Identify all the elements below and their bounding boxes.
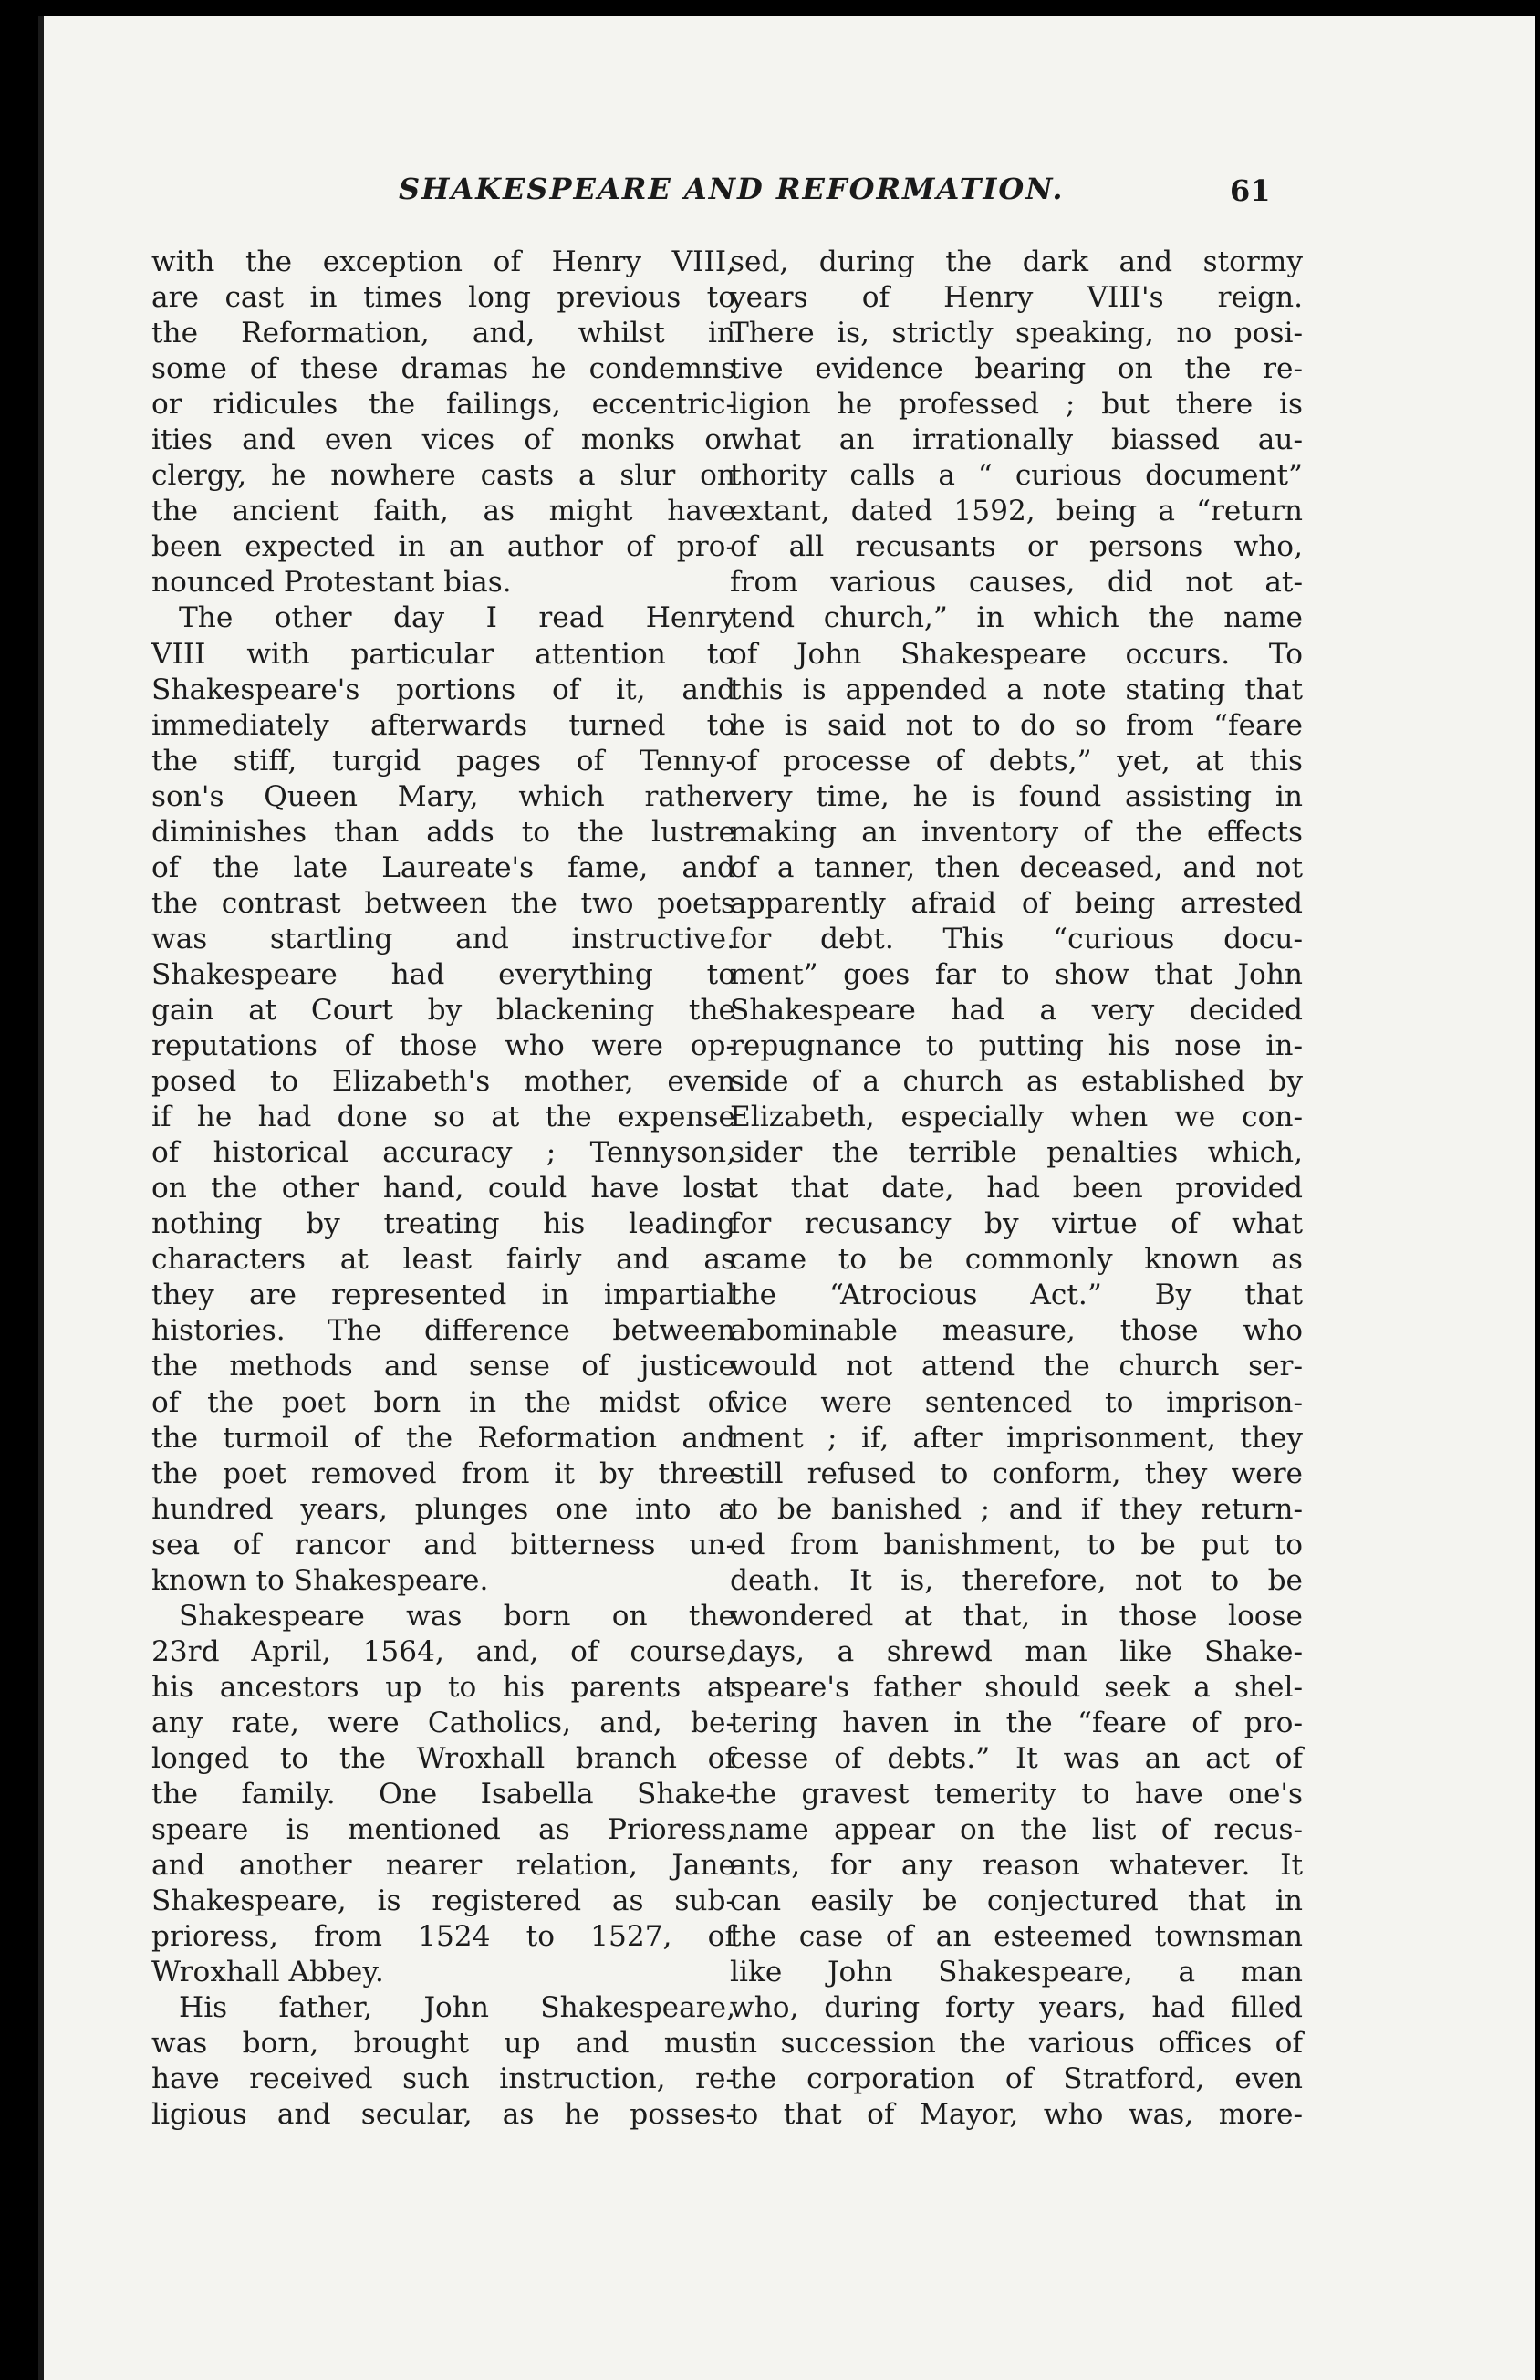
text-line: abominable measure, those who — [730, 1314, 1303, 1348]
text-line: came to be commonly known as — [730, 1243, 1303, 1277]
text-line: would not attend the church ser- — [730, 1350, 1303, 1383]
text-line: ants, for any reason whatever. It — [730, 1849, 1303, 1883]
text-line: tering haven in the “feare of pro- — [730, 1706, 1303, 1739]
text-line: for debt. This “curious docu- — [730, 922, 1303, 955]
text-line: for recusancy by virtue of what — [730, 1207, 1303, 1241]
text-line: ligion he professed ; but there is — [730, 388, 1303, 422]
text-line: posed to Elizabeth's mother, even — [151, 1065, 735, 1099]
text-line: he is said not to do so from “feare — [730, 708, 1303, 742]
text-line: Shakespeare was born on the — [179, 1599, 735, 1633]
text-line: the “Atrocious Act.” By that — [730, 1279, 1303, 1312]
text-line: or ridicules the failings, eccentric- — [151, 388, 735, 422]
text-line: diminishes than adds to the lustre — [151, 815, 735, 849]
text-line: ment” goes far to show that John — [730, 957, 1303, 991]
text-line: There is, strictly speaking, no posi- — [730, 317, 1303, 350]
text-line: nounced Protestant bias. — [151, 566, 512, 600]
text-line: tend church,” in which the name — [730, 601, 1303, 635]
text-line: this is appended a note stating that — [730, 673, 1303, 706]
text-line: characters at least fairly and as — [151, 1243, 735, 1277]
text-line: Shakespeare had a very decided — [730, 993, 1303, 1027]
text-line: thority calls a “ curious document” — [730, 459, 1303, 493]
text-line: histories. The difference between — [151, 1314, 735, 1348]
text-line: of processe of debts,” yet, at this — [730, 744, 1303, 778]
text-line: can easily be conjectured that in — [730, 1884, 1303, 1918]
text-line: the turmoil of the Reformation and — [151, 1421, 735, 1455]
text-line: 23rd April, 1564, and, of course, — [151, 1634, 735, 1668]
text-line: gain at Court by blackening the — [151, 993, 735, 1027]
text-line: any rate, were Catholics, and, be- — [151, 1706, 735, 1739]
text-line: of a tanner, then deceased, and not — [730, 851, 1303, 884]
text-line: cesse of debts.” It was an act of — [730, 1741, 1303, 1775]
text-line: his ancestors up to his parents at — [151, 1670, 735, 1704]
text-line: immediately afterwards turned to — [151, 708, 735, 742]
text-line: with the exception of Henry VIII, — [151, 245, 735, 278]
text-line: the case of an esteemed townsman — [730, 1920, 1303, 1954]
text-line: extant, dated 1592, being a “return — [730, 495, 1303, 528]
text-line: of all recusants or persons who, — [730, 530, 1303, 564]
text-line: in succession the various offices of — [730, 2027, 1303, 2061]
text-line: they are represented in impartial — [151, 1279, 735, 1312]
text-line: son's Queen Mary, which rather — [151, 779, 735, 813]
text-line: Shakespeare's portions of it, and — [151, 673, 735, 706]
text-line: the poet removed from it by three — [151, 1456, 735, 1490]
text-line: the gravest temerity to have one's — [730, 1778, 1303, 1811]
text-line: the stiff, turgid pages of Tenny- — [151, 744, 735, 778]
text-line: longed to the Wroxhall branch of — [151, 1741, 735, 1775]
text-line: vice were sentenced to imprison- — [730, 1385, 1303, 1419]
text-line: ed from banishment, to be put to — [730, 1528, 1303, 1561]
text-line: Shakespeare, is registered as sub- — [151, 1884, 735, 1918]
text-line: ities and even vices of monks or — [151, 423, 735, 457]
text-line: from various causes, did not at- — [730, 566, 1303, 600]
right-column — [730, 245, 1303, 2133]
text-line: Shakespeare had everything to — [151, 957, 735, 991]
text-line: prioress, from 1524 to 1527, of — [151, 1920, 735, 1954]
text-line: nothing by treating his leading — [151, 1207, 735, 1241]
text-line: at that date, had been provided — [730, 1172, 1303, 1206]
text-line: side of a church as established by — [730, 1065, 1303, 1099]
text-line: very time, he is found assisting in — [730, 779, 1303, 813]
text-line: some of these dramas he condemns — [151, 352, 735, 386]
text-line: days, a shrewd man like Shake- — [730, 1634, 1303, 1668]
text-line: was born, brought up and must — [151, 2027, 735, 2061]
text-line: the ancient faith, as might have — [151, 495, 735, 528]
text-line: Elizabeth, especially when we con- — [730, 1101, 1303, 1134]
text-line: and another nearer relation, Jane — [151, 1849, 735, 1883]
text-line: to that of Mayor, who was, more- — [730, 2098, 1303, 2132]
text-line: to be banished ; and if they return- — [730, 1492, 1303, 1526]
text-line: the corporation of Stratford, even — [730, 2062, 1303, 2096]
text-line: clergy, he nowhere casts a slur on — [151, 459, 735, 493]
text-line: known to Shakespeare. — [151, 1563, 489, 1597]
text-line: was startling and instructive. — [151, 922, 735, 955]
text-line: what an irrationally biassed au- — [730, 423, 1303, 457]
running-head: SHAKESPEARE AND REFORMATION. — [399, 172, 1065, 206]
binding-edge — [38, 16, 44, 2380]
text-line: like John Shakespeare, a man — [730, 1956, 1303, 1989]
text-line: speare is mentioned as Prioress, — [151, 1813, 735, 1847]
text-line: speare's father should seek a shel- — [730, 1670, 1303, 1704]
text-line: of historical accuracy ; Tennyson, — [151, 1136, 735, 1170]
text-line: reputations of those who were op- — [151, 1029, 735, 1063]
page-number: 61 — [1230, 173, 1271, 208]
text-line: tive evidence bearing on the re- — [730, 352, 1303, 386]
text-line: name appear on the list of recus- — [730, 1813, 1303, 1847]
text-line: the contrast between the two poets — [151, 886, 735, 920]
left-column — [151, 245, 735, 2133]
text-line: on the other hand, could have lost — [151, 1172, 735, 1206]
text-line: VIII with particular attention to — [151, 637, 735, 671]
text-line: sed, during the dark and stormy — [730, 245, 1303, 278]
text-line: apparently afraid of being arrested — [730, 886, 1303, 920]
text-line: have received such instruction, re- — [151, 2062, 735, 2096]
text-line: sea of rancor and bitterness un- — [151, 1528, 735, 1561]
text-line: His father, John Shakespeare, — [179, 1991, 735, 2025]
text-line: been expected in an author of pro- — [151, 530, 735, 564]
text-line: death. It is, therefore, not to be — [730, 1563, 1303, 1597]
text-line: the methods and sense of justice — [151, 1350, 735, 1383]
text-line: wondered at that, in those loose — [730, 1599, 1303, 1633]
text-line: Wroxhall Abbey. — [151, 1956, 384, 1989]
text-line: The other day I read Henry — [179, 601, 735, 635]
text-line: of the poet born in the midst of — [151, 1385, 735, 1419]
text-line: who, during forty years, had filled — [730, 1991, 1303, 2025]
text-line: are cast in times long previous to — [151, 281, 735, 315]
text-line: ment ; if, after imprisonment, they — [730, 1421, 1303, 1455]
text-line: of the late Laureate's fame, and — [151, 851, 735, 884]
text-line: hundred years, plunges one into a — [151, 1492, 735, 1526]
text-line: years of Henry VIII's reign. — [730, 281, 1303, 315]
text-line: of John Shakespeare occurs. To — [730, 637, 1303, 671]
text-line: the Reformation, and, whilst in — [151, 317, 735, 350]
text-line: making an inventory of the effects — [730, 815, 1303, 849]
text-line: the family. One Isabella Shake- — [151, 1778, 735, 1811]
text-line: ligious and secular, as he posses- — [151, 2098, 735, 2132]
text-line: if he had done so at the expense — [151, 1101, 735, 1134]
text-line: still refused to conform, they were — [730, 1456, 1303, 1490]
text-line: sider the terrible penalties which, — [730, 1136, 1303, 1170]
book-page — [38, 16, 1535, 2380]
text-line: repugnance to putting his nose in- — [730, 1029, 1303, 1063]
